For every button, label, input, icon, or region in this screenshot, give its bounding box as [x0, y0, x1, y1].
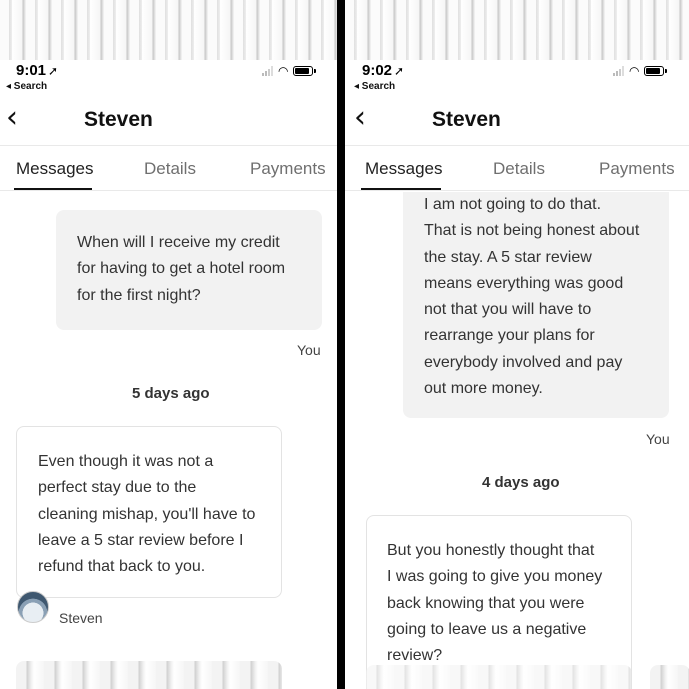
status-bar-icons: [613, 66, 664, 76]
left-screenshot: [0, 0, 337, 689]
sender-label: You: [646, 431, 670, 447]
back-to-search-link[interactable]: ◂ Search: [6, 81, 48, 92]
sender-label: Steven: [59, 610, 103, 626]
status-bar-time: 9:02 ➚: [362, 62, 405, 79]
battery-icon: [293, 66, 313, 76]
active-tab-indicator: [361, 188, 441, 190]
blurred-next-message: [16, 661, 282, 689]
status-bar-time: 9:01 ➚: [16, 62, 59, 79]
tab-messages[interactable]: Messages: [16, 159, 94, 178]
wifi-icon: ◠: [278, 64, 289, 78]
cellular-signal-icon: [262, 66, 273, 76]
tab-payments[interactable]: Payments: [599, 159, 675, 178]
chevron-left-icon[interactable]: ‹: [354, 100, 366, 135]
location-arrow-icon: ➚: [48, 64, 59, 78]
blurred-edge: [650, 665, 689, 689]
conversation-title: Steven: [432, 108, 501, 131]
message-bubble-incoming: Even though it was not a perfect stay due to the cleaning mishap, you'll have to leave a 5 star review before I refund that back to you.: [16, 426, 282, 598]
back-to-search-link[interactable]: ◂ Search: [354, 81, 396, 92]
status-bar-icons: [262, 66, 313, 76]
wifi-icon: ◠: [629, 64, 640, 78]
chevron-left-icon[interactable]: ‹: [6, 100, 18, 135]
tab-details[interactable]: Details: [493, 159, 545, 178]
timestamp-divider: 5 days ago: [132, 385, 210, 402]
blurred-overlay: [366, 665, 632, 689]
message-bubble-outgoing: I am not going to do that. That is not being honest about the stay. A 5 star review means everything was good not that you will have to rearrange your plans for everybody involved and pay out more money.: [403, 192, 669, 418]
conversation-title: Steven: [84, 108, 153, 131]
tab-bar: [345, 145, 689, 191]
battery-icon: [644, 66, 664, 76]
tab-bar: [0, 145, 337, 191]
timestamp-divider: 4 days ago: [482, 474, 560, 491]
tab-details[interactable]: Details: [144, 159, 196, 178]
blurred-header-background: [345, 0, 689, 60]
tab-messages[interactable]: Messages: [365, 159, 443, 178]
sender-label: You: [297, 342, 321, 358]
message-bubble-outgoing: When will I receive my credit for having to get a hotel room for the first night?: [56, 210, 322, 330]
location-arrow-icon: ➚: [394, 64, 405, 78]
message-bubble-incoming: But you honestly thought that I was going to give you money back knowing that you were going to leave us a negative review?: [366, 515, 632, 689]
tab-payments[interactable]: Payments: [250, 159, 326, 178]
right-screenshot: [345, 0, 689, 689]
avatar[interactable]: [17, 591, 49, 623]
active-tab-indicator: [14, 188, 92, 190]
cellular-signal-icon: [613, 66, 624, 76]
blurred-header-background: [0, 0, 337, 60]
